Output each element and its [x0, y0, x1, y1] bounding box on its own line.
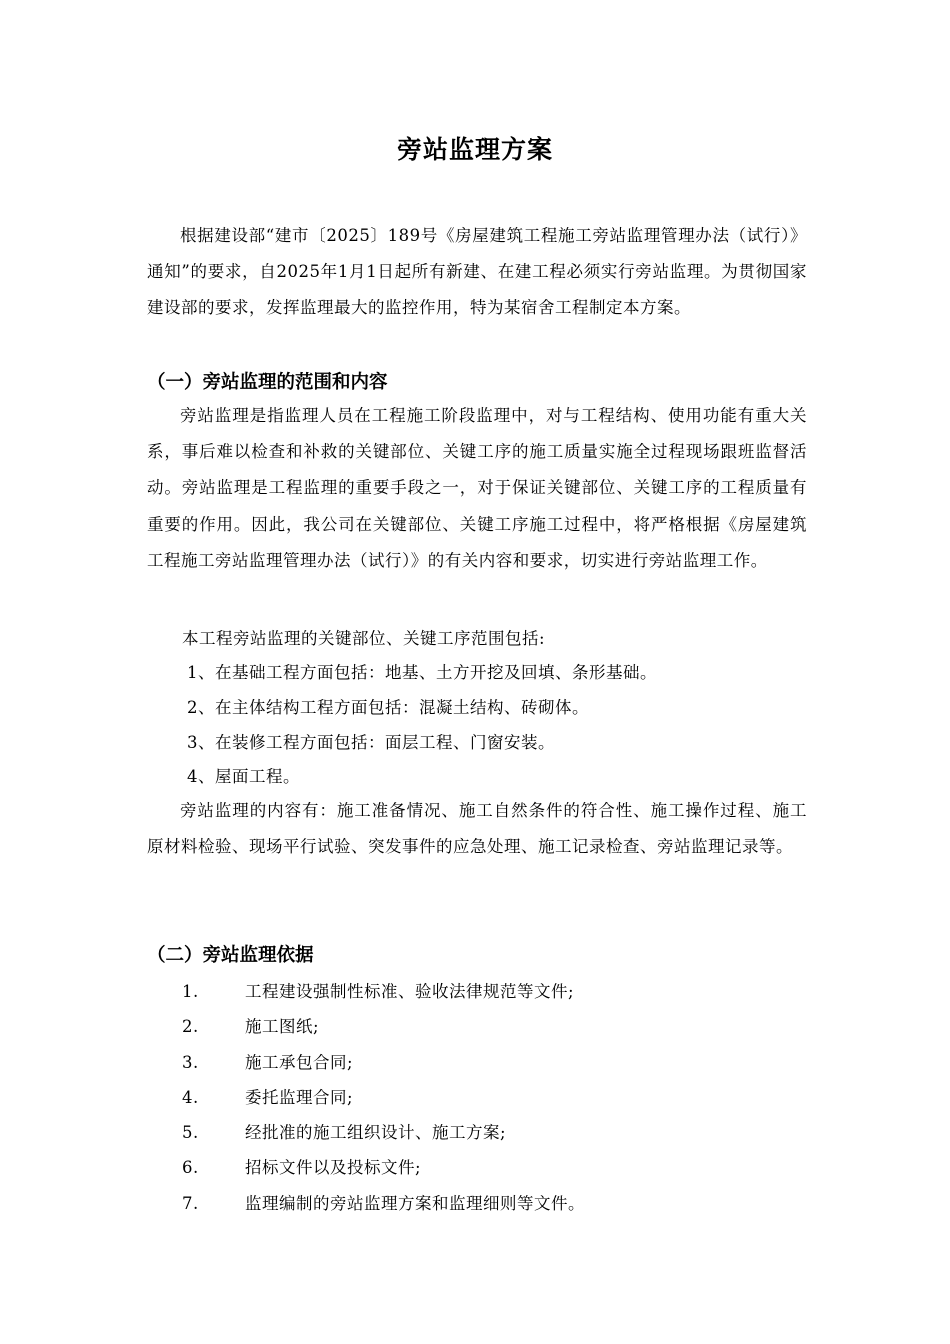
list-item — [182, 1080, 782, 1115]
scope-item-4: 4、屋面工程。 — [187, 767, 300, 786]
list-item — [182, 974, 782, 1009]
list-item-number: 7. — [182, 1193, 199, 1213]
section-1-paragraph: 旁站监理是指监理人员在工程施工阶段监理中，对与工程结构、使用功能有重大关系，事后难以检查和补救的关键部位、关键工序的施工质量实施全过程现场跟班监督活动。旁站监理是工程监理的重要手段之一，对于保证关键部位、关键工序的工程质量有重要的作用。因此，我公司在关键部位、关键工序施工过程中，将严格根据《房屋建筑工程施工旁站监理管理办法（试行）》的有关内容和要求，切实进行旁站监理工作。 — [147, 406, 807, 570]
list-item — [182, 1150, 782, 1185]
list-item-number: 5. — [182, 1123, 199, 1143]
list-item-text: 工程建设强制性标准、验收法律规范等文件; — [245, 982, 575, 1001]
list-item-text: 施工承包合同; — [245, 1052, 354, 1072]
list-item — [182, 1115, 782, 1150]
content-paragraph: 旁站监理的内容有：施工准备情况、施工自然条件的符合性、施工操作过程、施工原材料检验、现场平行试验、突发事件的应急处理、施工记录检查、旁站监理记录等。 — [147, 801, 807, 857]
scope-item-2: 2、在主体结构工程方面包括：混凝土结构、砖砌体。 — [187, 698, 589, 717]
list-item-number: 1. — [182, 982, 199, 1001]
list-item-text: 经批准的施工组织设计、施工方案; — [245, 1123, 507, 1143]
scope-item-3: 3、在装修工程方面包括：面层工程、门窗安装。 — [187, 733, 555, 752]
intro-paragraph: 根据建设部“建市〔2025〕189号《房屋建筑工程施工旁站监理管理办法（试行）》通知”的要求，自2025年1月1日起所有新建、在建工程必须实行旁站监理。为贯彻国家建设部的要求，发挥监理最大的监控作用，特为某宿舍工程制定本方案。 — [147, 226, 807, 318]
list-item-text: 招标文件以及投标文件; — [245, 1158, 422, 1178]
list-item-number: 2. — [182, 1017, 199, 1037]
scope-item-1: 1、在基础工程方面包括：地基、土方开挖及回填、条形基础。 — [187, 663, 657, 682]
list-item-number: 3. — [182, 1052, 199, 1072]
list-item — [182, 1186, 782, 1221]
scope-intro: 本工程旁站监理的关键部位、关键工序范围包括: — [182, 629, 546, 648]
list-item-text: 施工图纸; — [245, 1017, 320, 1037]
list-item — [182, 1009, 782, 1044]
list-item-text: 监理编制的旁站监理方案和监理细则等文件。 — [245, 1193, 585, 1213]
section-1-heading: （一）旁站监理的范围和内容 — [147, 372, 388, 393]
document-title: 旁站监理方案 — [396, 135, 553, 164]
section-2-heading: （二）旁站监理依据 — [147, 945, 314, 966]
list-item-number: 4. — [182, 1087, 199, 1107]
list-item — [182, 1045, 782, 1080]
list-item-number: 6. — [182, 1158, 199, 1178]
list-item-text: 委托监理合同; — [245, 1087, 354, 1107]
basis-list — [182, 974, 782, 1221]
